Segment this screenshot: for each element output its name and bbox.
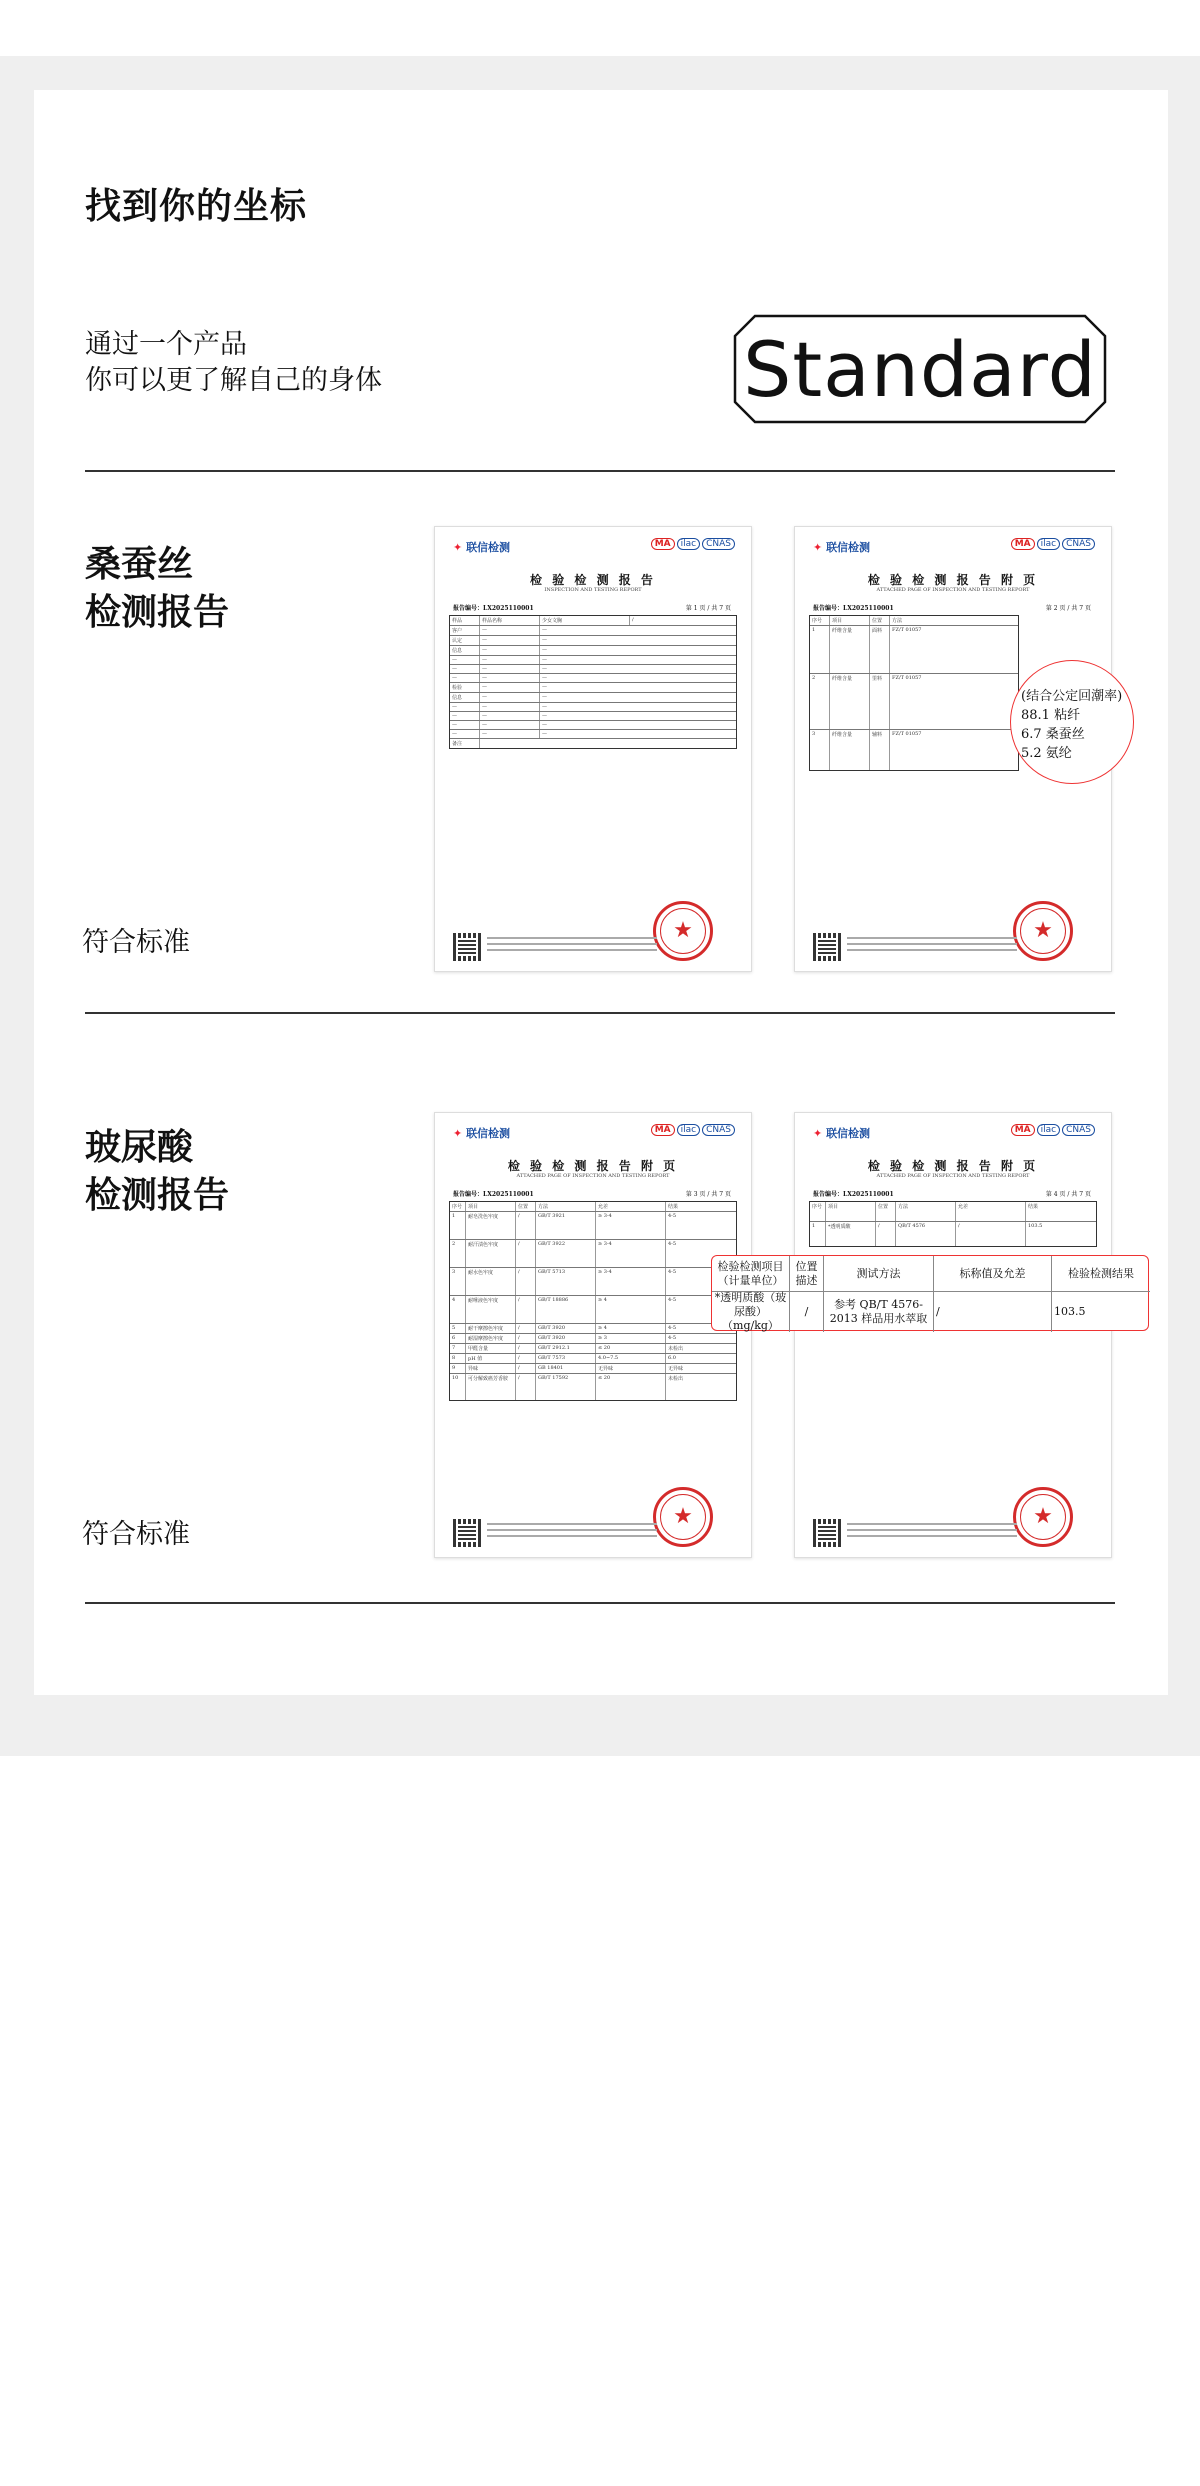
magnifier-line-3: 5.2 氨纶 xyxy=(1021,746,1072,761)
doc-page-no: 第 2 页 / 共 7 页 xyxy=(1045,605,1091,612)
section-silk-conformity: 符合标准 xyxy=(82,927,190,957)
magnifier-header: (结合公定回潮率) xyxy=(1021,689,1123,704)
magnifier-cell-method: 参考 QB/T 4576-2013 样品用水萃取 xyxy=(824,1292,934,1332)
doc-table: 序号 项目 位置 方法 1 纤维含量 面料 FZ/T 01057 2 纤维含量 里料 FZ/T 01057 3 纤维含量 辅料 FZ/T 01057 xyxy=(809,615,1019,771)
magnifier-cell-item: *透明质酸（玻尿酸）（mg/kg） xyxy=(712,1292,790,1332)
magnifier-cell-result: 103.5 xyxy=(1054,1305,1086,1318)
section-ha-title-line-1: 玻尿酸 xyxy=(85,1126,194,1167)
divider-middle xyxy=(85,1012,1115,1014)
doc-subtitle: ATTACHED PAGE OF INSPECTION AND TESTING REPORT xyxy=(516,1173,670,1179)
doc-title: 检 验 检 测 报 告 附 页 xyxy=(507,1159,679,1173)
magnifier-cell-nominal: / xyxy=(934,1292,1052,1332)
magnifier-cell-position: / xyxy=(790,1292,824,1332)
doc-logo: ✦ 联信检测 xyxy=(813,1127,871,1140)
magnifier-line-1: 88.1 粘纤 xyxy=(1021,708,1081,723)
doc-subtitle: INSPECTION AND TESTING REPORT xyxy=(544,587,642,593)
magnifier-line-2: 6.7 桑蚕丝 xyxy=(1021,727,1085,742)
doc-footer xyxy=(813,1519,1093,1549)
section-silk-title-line-2: 检测报告 xyxy=(85,591,230,632)
doc-page-no: 第 3 页 / 共 7 页 xyxy=(685,1191,731,1198)
doc-report-no: 报告编号：LX2025110001 xyxy=(453,1191,534,1198)
divider-top xyxy=(85,470,1115,472)
doc-accreditation-marks: MA ilac CNAS xyxy=(649,1124,735,1136)
magnifier-col-item: 检验检测项目（计量单位） xyxy=(712,1256,790,1292)
qr-code-icon xyxy=(813,1519,841,1547)
magnifier-col-result: 检验检测结果 xyxy=(1052,1256,1150,1292)
page-title: 找到你的坐标 xyxy=(85,185,308,226)
doc-title: 检 验 检 测 报 告 附 页 xyxy=(867,1159,1039,1173)
doc-page-no: 第 1 页 / 共 7 页 xyxy=(685,605,731,612)
doc-table: 样品 样品名称 少女文胸 / 客户 — — 认定 — — 信息 — — — — — — — — — — — 检验 — — 信息 — — — — — — — — — — — — — — 备注 xyxy=(449,615,737,749)
doc-logo: ✦ 联信检测 xyxy=(453,1127,511,1140)
divider-bottom xyxy=(85,1602,1115,1604)
section-ha-conformity: 符合标准 xyxy=(82,1519,190,1549)
qr-code-icon xyxy=(453,933,481,961)
standard-badge xyxy=(733,314,1107,424)
doc-logo: ✦ 联信检测 xyxy=(453,541,511,554)
section-ha-title xyxy=(85,1123,229,1219)
doc-report-no: 报告编号：LX2025110001 xyxy=(813,605,894,612)
section-silk-title-line-1: 桑蚕丝 xyxy=(85,543,194,584)
magnifier-col-method: 测试方法 xyxy=(824,1256,934,1292)
doc-accreditation-marks: MA ilac CNAS xyxy=(1009,538,1095,550)
doc-footer xyxy=(813,933,1093,963)
doc-footer xyxy=(453,933,733,963)
section-silk-title xyxy=(85,540,229,636)
doc-subtitle: ATTACHED PAGE OF INSPECTION AND TESTING REPORT xyxy=(876,587,1030,593)
magnifier-col-position: 位置描述 xyxy=(790,1256,824,1292)
section-ha-title-line-2: 检测报告 xyxy=(85,1174,230,1215)
ha-result-magnifier-table xyxy=(711,1255,1149,1331)
doc-accreditation-marks: MA ilac CNAS xyxy=(649,538,735,550)
qr-code-icon xyxy=(453,1519,481,1547)
doc-report-no: 报告编号：LX2025110001 xyxy=(813,1191,894,1198)
intro-line-1: 通过一个产品 xyxy=(85,329,247,359)
intro-line-2: 你可以更了解自己的身体 xyxy=(85,365,382,395)
doc-subtitle: ATTACHED PAGE OF INSPECTION AND TESTING REPORT xyxy=(876,1173,1030,1179)
magnifier-col-nominal: 标称值及允差 xyxy=(934,1256,1052,1292)
doc-report-no: 报告编号：LX2025110001 xyxy=(453,605,534,612)
doc-page-no: 第 4 页 / 共 7 页 xyxy=(1045,1191,1091,1198)
doc-title: 检 验 检 测 报 告 xyxy=(530,573,656,587)
badge-label: Standard xyxy=(743,324,1097,414)
silk-result-magnifier xyxy=(1010,660,1134,784)
intro-text xyxy=(85,326,382,398)
ha-report-page-4 xyxy=(794,1112,1112,1558)
doc-footer xyxy=(453,1519,733,1549)
doc-accreditation-marks: MA ilac CNAS xyxy=(1009,1124,1095,1136)
qr-code-icon xyxy=(813,933,841,961)
ha-report-page-3 xyxy=(434,1112,752,1558)
doc-logo: ✦ 联信检测 xyxy=(813,541,871,554)
doc-title: 检 验 检 测 报 告 附 页 xyxy=(867,573,1039,587)
doc-table: 序号 项目 位置 方法 允差 结果 1 耐皂洗色牢度 / GB/T 3921 ≥ 3-4 4-5 2 耐汗渍色牢度 / GB/T 3922 ≥ 3-4 4-5 3 耐水色牢度 / GB/T 5713 ≥ 3-4 4-5 4 耐唾液色牢度 / GB/T 18886 ≥ 4 4-5 5 耐干摩擦色牢度 / GB/T 3920 ≥ 4 4-5 6 耐湿摩擦色牢度 / GB/T 3920 ≥ 3 4-5 7 甲醛含量 / GB/T 2912.1 ≤ 20 未检出 8 pH 值 / GB/T 7573 4.0~7.5 6.0 9 异味 / GB 18401 无异味 无异味 10 可分解致癌芳香胺 / GB/T 17592 ≤ 20 未检出 xyxy=(449,1201,737,1401)
silk-report-page-1 xyxy=(434,526,752,972)
doc-table: 序号 项目 位置 方法 允差 结果 1 *透明质酸 / QB/T 4576 / 103.5 xyxy=(809,1201,1097,1247)
